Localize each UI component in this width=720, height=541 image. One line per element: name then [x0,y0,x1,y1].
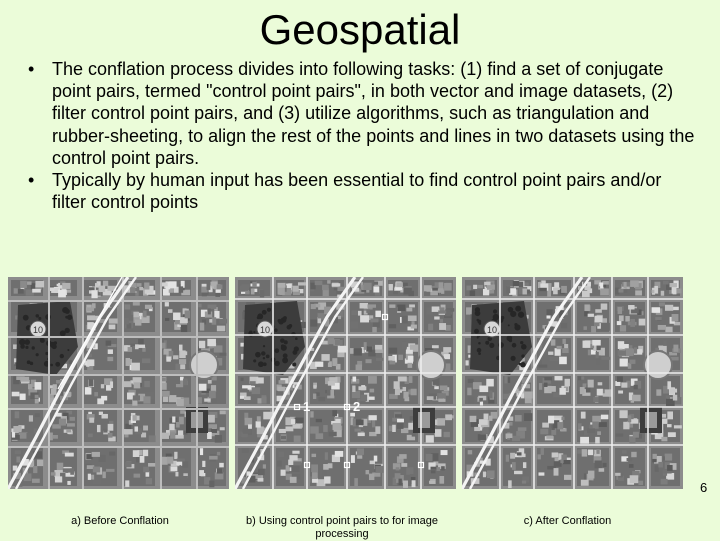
route-shield-icon [30,321,46,337]
bullet-dot-icon: • [28,170,35,191]
bullet-list [28,58,698,213]
bullet-text: The conflation process divides into following tasks: (1) find a set of conjugate point pairs, termed "control point pairs", in both vector and image datasets, (2) filter control point pairs, and (3) utilize algorithms, such as triangulation and rubber-sheeting, to align the rest of the points and lines in two datasets using the control point pairs. [52,59,695,168]
aerial-image-control-points [235,277,456,489]
control-point-label: 1 [303,399,311,414]
svg-text:10: 10 [32,325,44,335]
svg-text:10: 10 [259,325,271,335]
bullet-dot-icon: • [28,59,35,79]
bullet-item [28,58,698,169]
page-number: 6 [700,480,708,495]
aerial-image-after [462,277,683,489]
bullet-item [28,169,698,213]
aerial-photo [235,277,456,489]
bullet-text: Typically by human input has been essential to find control point pairs and/or filter control points [52,170,662,213]
caption-after: c) After Conflation [523,515,612,527]
svg-text:10: 10 [486,325,498,335]
caption-before: a) Before Conflation [71,515,169,527]
slide-title: Geospatial [259,6,461,53]
aerial-image-before [8,277,229,489]
aerial-photo [462,277,683,489]
caption-control-points: b) Using control point pairs to for image processing [246,515,438,540]
aerial-photo [8,277,229,489]
control-point-label: 2 [353,399,361,414]
